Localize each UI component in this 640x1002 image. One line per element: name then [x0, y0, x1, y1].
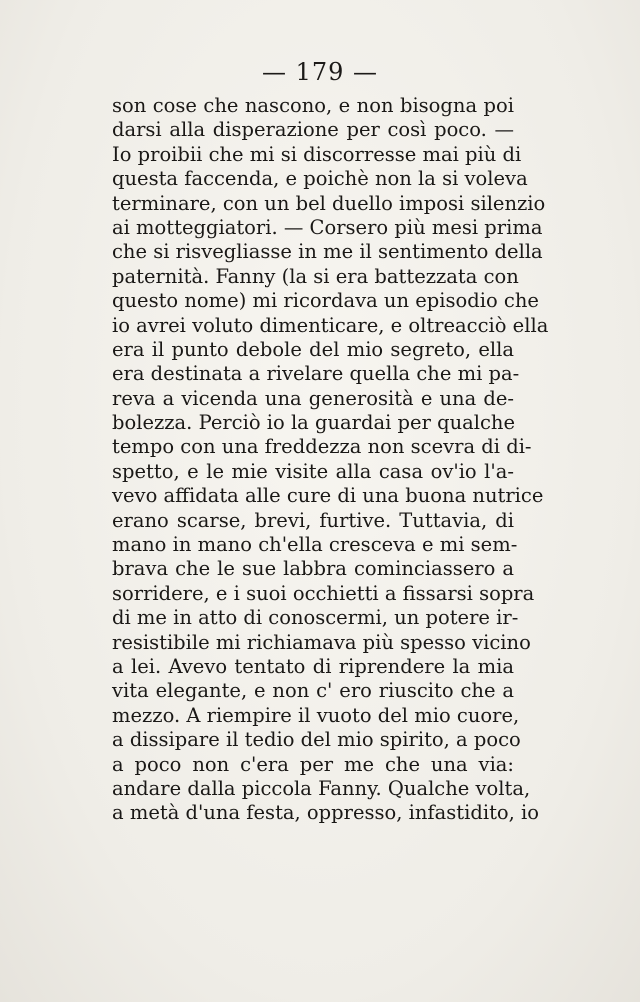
text-line: terminare, con un bel duello imposi silenzio — [112, 191, 546, 215]
text-line: resistibile mi richiamava più spesso vicino — [112, 630, 531, 654]
text-line: son cose che nascono, e non bisogna poi — [112, 94, 514, 117]
text-line: era destinata a rivelare quella che mi pa- — [112, 362, 520, 386]
text-line: a poco non c'era per me che una via: — [112, 752, 514, 776]
text-line: questo nome) mi ricordava un episodio che — [112, 289, 539, 313]
text-line: questa faccenda, e poichè non la si voleva — [112, 167, 528, 191]
text-line: vevo affidata alle cure di una buona nutrice — [112, 484, 544, 508]
text-line: ai motteggiatori. — Corsero più mesi prima — [112, 215, 543, 239]
text-line: brava che le sue labbra cominciassero a — [112, 557, 514, 581]
text-line: Io proibii che mi si discorresse mai più di — [112, 142, 522, 166]
text-line: paternità. Fanny (la si era battezzata con — [112, 264, 519, 288]
page-number: — 179 — — [261, 58, 379, 86]
text-line: a dissipare il tedio del mio spirito, a poco — [112, 728, 521, 752]
text-line: di me in atto di conoscermi, un potere ir- — [112, 606, 519, 630]
text-line: mezzo. A riempire il vuoto del mio cuore, — [112, 703, 520, 727]
text-line: erano scarse, brevi, furtive. Tuttavia, di — [112, 508, 514, 532]
text-line: che si risvegliasse in me il sentimento della — [112, 240, 543, 264]
text-line: a metà d'una festa, oppresso, infastidito, io — [112, 801, 540, 825]
text-line: vita elegante, e non c' ero riuscito che a — [112, 679, 514, 703]
text-line: sorridere, e i suoi occhietti a fissarsi sopra — [112, 581, 535, 605]
text-line: a lei. Avevo tentato di riprendere la mia — [112, 654, 514, 678]
text-line: era il punto debole del mio segreto, ella — [112, 337, 514, 361]
body-text — [112, 94, 549, 826]
text-line: darsi alla disperazione per così poco. — — [112, 118, 514, 142]
text-line: reva a vicenda una generosità e una de- — [112, 386, 514, 410]
text-line: io avrei voluto dimenticare, e oltreacciò ella — [112, 313, 549, 337]
text-line: spetto, e le mie visite alla casa ov'io l'a- — [112, 459, 514, 483]
text-line: mano in mano ch'ella cresceva e mi sem- — [112, 533, 518, 557]
text-line: bolezza. Perciò io la guardai per qualche — [112, 411, 516, 435]
text-line: andare dalla piccola Fanny. Qualche volta, — [112, 776, 531, 800]
text-line: tempo con una freddezza non scevra di di- — [112, 435, 532, 459]
